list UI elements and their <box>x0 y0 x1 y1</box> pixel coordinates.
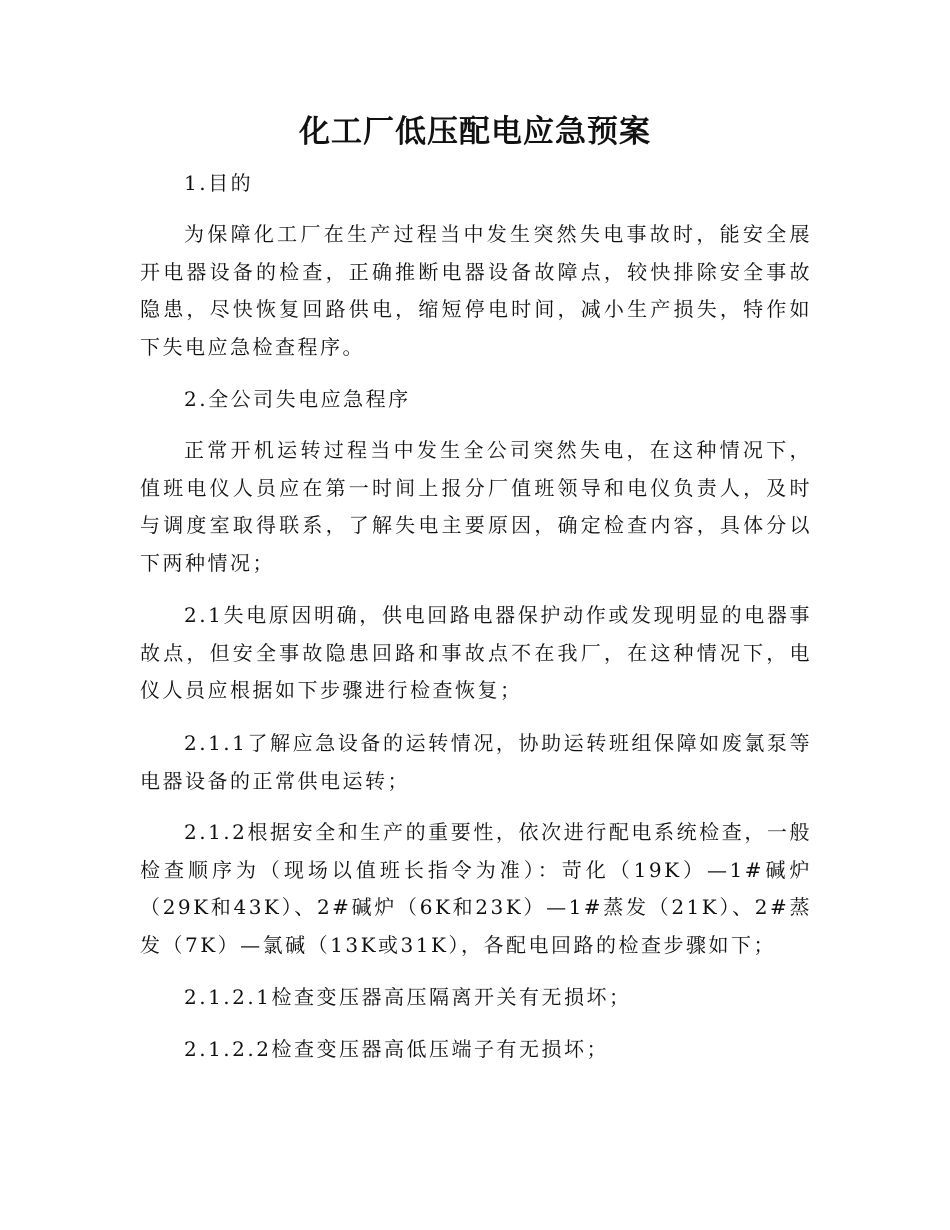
section-heading-2: 2.全公司失电应急程序 <box>184 387 411 411</box>
document-title: 化工厂低压配电应急预案 <box>299 114 651 150</box>
section-heading-1: 1.目的 <box>184 171 254 195</box>
paragraph-2-1-2-1: 2.1.2.1检查变压器高压隔离开关有无损坏； <box>184 985 632 1009</box>
paragraph-purpose: 为保障化工厂在生产过程当中发生突然失电事故时，能安全展开电器设备的检查，正确推断电器设备故障点，较快排除安全事故隐患，尽快恢复回路供电，缩短停电时间，减小生产损失，特作如下失电应急检查程序。 <box>140 222 812 359</box>
paragraph-2-1-2-2: 2.1.2.2检查变压器高低压端子有无损坏； <box>184 1037 609 1061</box>
paragraph-2-1: 2.1失电原因明确，供电回路电器保护动作或发现明显的电器事故点，但安全事故隐患回路和事故点不在我厂，在这种情况下，电仪人员应根据如下步骤进行检查恢复； <box>140 603 812 702</box>
paragraph-company-outage: 正常开机运转过程当中发生全公司突然失电，在这种情况下，值班电仪人员应在第一时间上报分厂值班领导和电仪负责人，及时与调度室取得联系，了解失电主要原因，确定检查内容，具体分以下两种情况； <box>140 438 812 575</box>
paragraph-2-1-1: 2.1.1了解应急设备的运转情况，协助运转班组保障如废氯泵等电器设备的正常供电运转； <box>140 731 812 793</box>
paragraph-2-1-2: 2.1.2根据安全和生产的重要性，依次进行配电系统检查，一般检查顺序为（现场以值班长指令为准）：苛化（19K）—1#碱炉（29K和43K）、2#碱炉（6K和23K）—1#蒸发（21K）、2#蒸发（7K）—氯碱（13K或31K），各配电回路的检查步骤如下； <box>140 820 812 957</box>
